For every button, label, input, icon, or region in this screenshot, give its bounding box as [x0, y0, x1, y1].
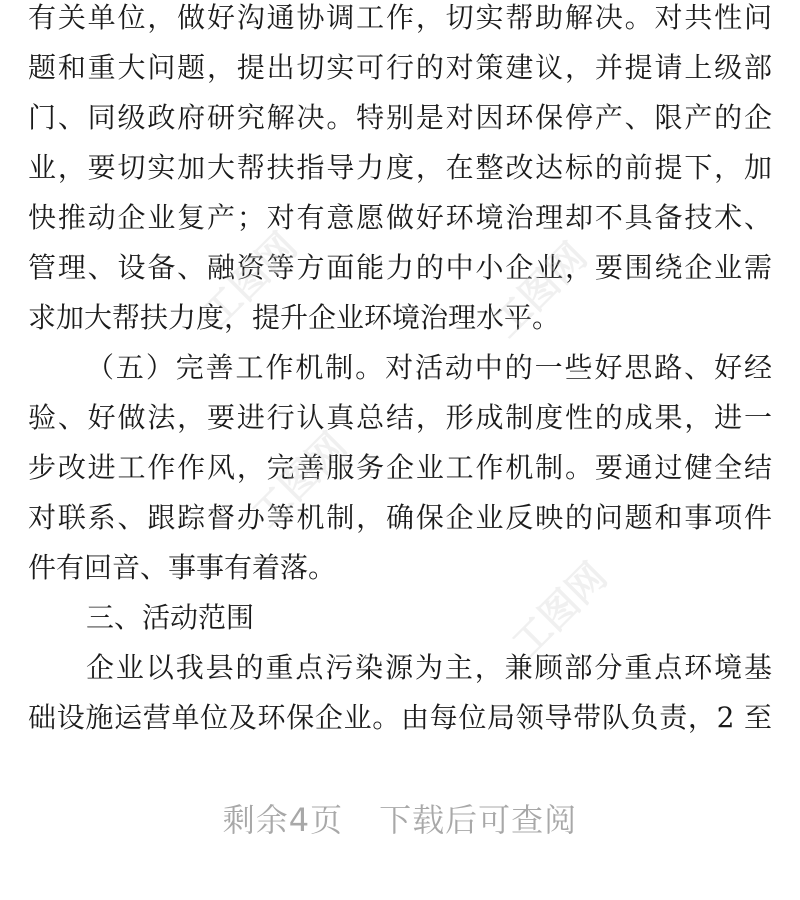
section-heading: 三、活动范围	[86, 602, 255, 634]
section-heading-line: （五）完善工作机制。对活动中的一些好思路、好经	[86, 352, 772, 384]
text-line: 求加大帮扶力度，提升企业环境治理水平。	[28, 302, 561, 334]
text-line: 验、好做法，要进行认真总结，形成制度性的成果，进一	[28, 402, 772, 434]
text-line: 业，要切实加大帮扶指导力度，在整改达标的前提下，加	[28, 152, 772, 184]
watermark: 工图网	[243, 424, 356, 536]
watermark: 工图网	[193, 224, 306, 336]
text-line: 快推动企业复产；对有意愿做好环境治理却不具备技术、	[28, 202, 772, 234]
watermark: 工图网	[483, 234, 596, 346]
text-line: 门、同级政府研究解决。特别是对因环保停产、限产的企	[28, 102, 772, 134]
text-line: 步改进工作作风，完善服务企业工作机制。要通过健全结	[28, 452, 772, 484]
download-prompt[interactable]	[0, 800, 800, 840]
text-line: 有关单位，做好沟通协调工作，切实帮助解决。对共性问	[28, 2, 772, 34]
text-line: 础设施运营单位及环保企业。由每位局领导带队负责，2 至	[28, 702, 772, 734]
text-line: 对联系、跟踪督办等机制，确保企业反映的问题和事项件	[28, 502, 772, 534]
remaining-pages-label: 剩余4页	[222, 801, 344, 839]
watermark: 工图网	[503, 554, 616, 666]
download-to-view-label: 下载后可查阅	[379, 801, 578, 839]
text-line: 管理、设备、融资等方面能力的中小企业，要围绕企业需	[28, 252, 772, 284]
text-line: 企业以我县的重点污染源为主，兼顾部分重点环境基	[86, 652, 772, 684]
text-line: 件有回音、事事有着落。	[28, 552, 337, 584]
text-line: 题和重大问题，提出切实可行的对策建议，并提请上级部	[28, 52, 772, 84]
